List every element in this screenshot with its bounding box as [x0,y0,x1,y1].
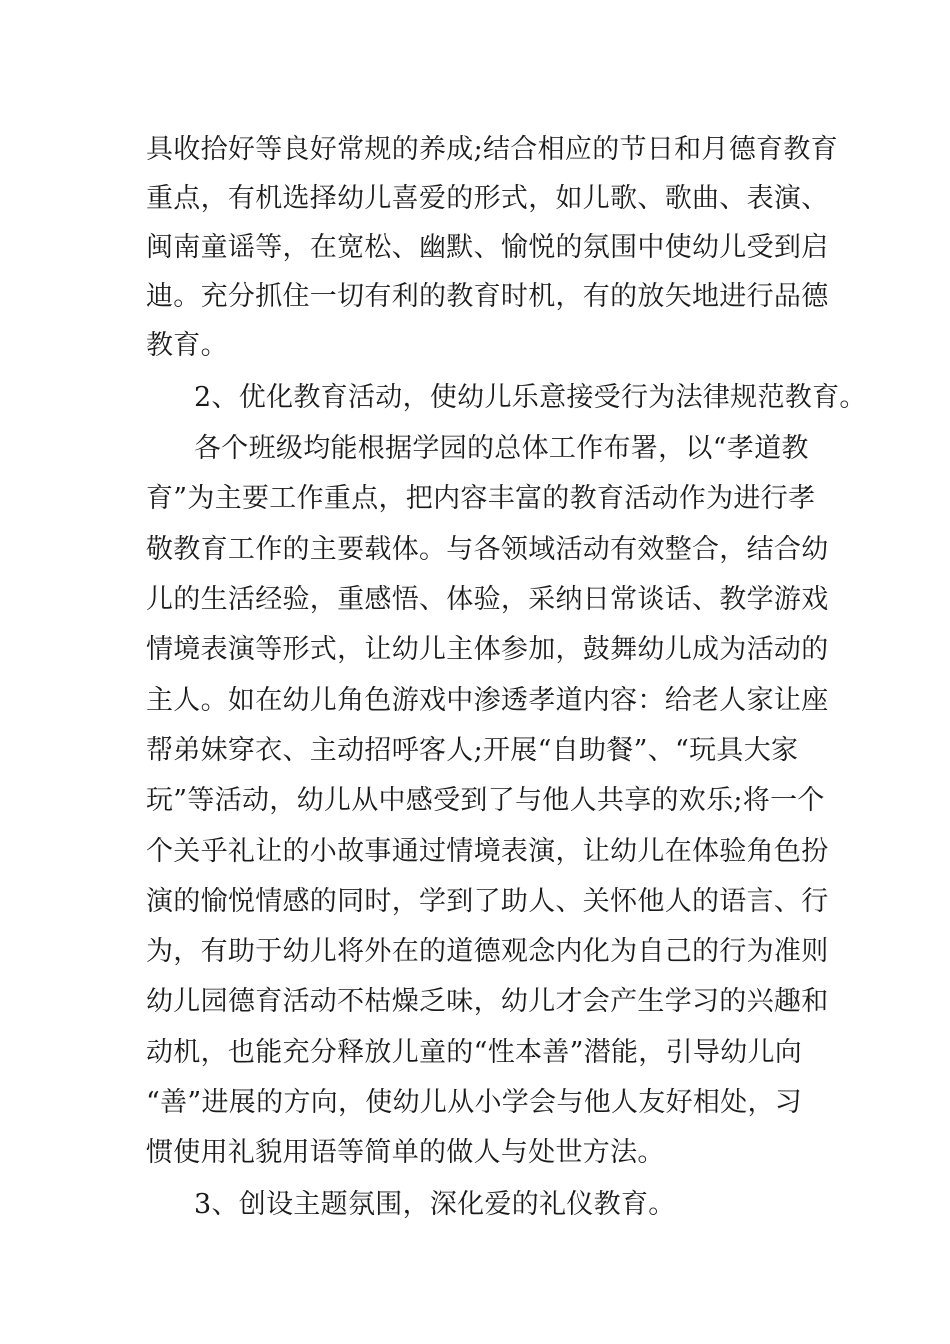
paragraph-first-line: 各个班级均能根据学园的总体工作布署，以“孝道教 [194,433,809,464]
section-heading-3: 3、创设主题氛围，深化爱的礼仪教育。 [194,1189,676,1220]
text-line: 儿的生活经验，重感悟、体验，采纳日常谈话、教学游戏 [146,584,829,615]
section-heading-2: 2、优化教育活动，使幼儿乐意接受行为法律规范教育。 [194,382,867,413]
text-line: 育”为主要工作重点，把内容丰富的教育活动作为进行孝 [146,483,816,514]
text-line: 教育。 [146,330,228,361]
text-line: 惯使用礼貌用语等简单的做人与处世方法。 [146,1137,665,1168]
text-line: 迪。充分抓住一切有利的教育时机，有的放矢地进行品德 [146,281,829,312]
text-line: 帮弟妹穿衣、主动招呼客人;开展“自助餐”、“玩具大家 [146,735,799,766]
text-line: 动机，也能充分释放儿童的“性本善”潜能，引导幼儿向 [146,1037,803,1068]
text-line: 闽南童谣等，在宽松、幽默、愉悦的氛围中使幼儿受到启 [146,232,829,263]
text-line: 玩”等活动，幼儿从中感受到了与他人共享的欢乐;将一个 [146,785,825,816]
text-line: 个关乎礼让的小故事通过情境表演，让幼儿在体验角色扮 [146,836,829,867]
text-line: 演的愉悦情感的同时，学到了助人、关怀他人的语言、行 [146,886,829,917]
text-line: 幼儿园德育活动不枯燥乏味，幼儿才会产生学习的兴趣和 [146,986,829,1017]
text-line: 情境表演等形式，让幼儿主体参加，鼓舞幼儿成为活动的 [146,634,829,665]
text-line: 重点，有机选择幼儿喜爱的形式，如儿歌、歌曲、表演、 [146,183,829,214]
text-line: 具收拾好等良好常规的养成;结合相应的节日和月德育教育 [146,134,838,165]
text-line: 为，有助于幼儿将外在的道德观念内化为自己的行为准则 [146,936,829,967]
text-line: “善”进展的方向，使幼儿从小学会与他人友好相处，习 [146,1087,803,1118]
text-line: 敬教育工作的主要载体。与各领域活动有效整合，结合幼 [146,534,829,565]
text-line: 主人。如在幼儿角色游戏中渗透孝道内容：给老人家让座 [146,685,829,716]
